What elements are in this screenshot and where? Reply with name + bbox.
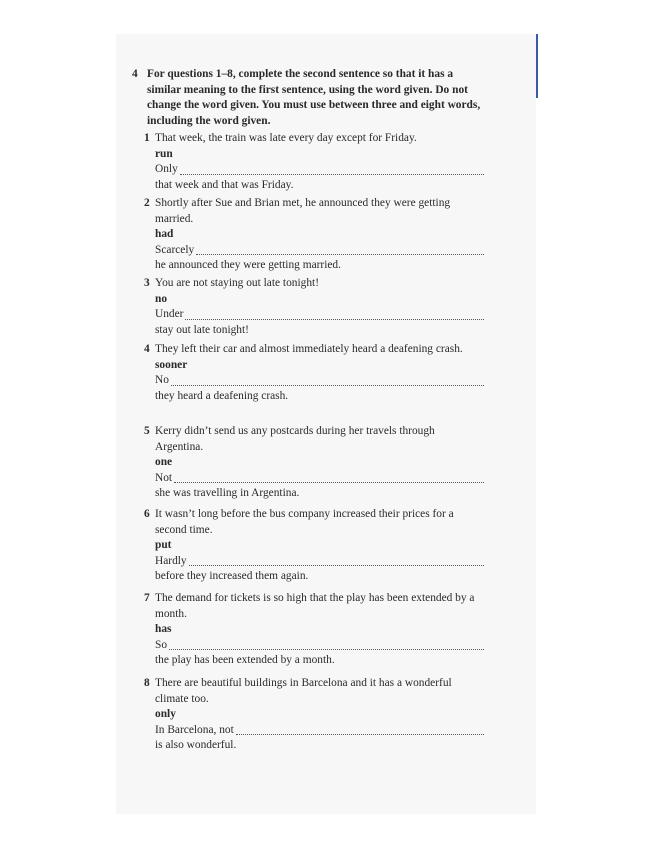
page-edge-line [536, 34, 538, 98]
answer-start: Scarcely [155, 243, 195, 256]
question-number: 7 [144, 592, 150, 604]
answer-start: No [155, 374, 169, 386]
answer-line[interactable] [155, 554, 484, 570]
key-word: had [155, 228, 174, 240]
key-word: one [155, 456, 173, 468]
question-8 [144, 676, 484, 754]
answer-line[interactable] [155, 162, 484, 178]
answer-blank[interactable] [236, 733, 484, 735]
question-2 [144, 196, 484, 274]
key-word: only [155, 708, 176, 720]
question-sentence: Kerry didn’t send us any postcards during her travels through Argentina. [155, 425, 435, 453]
answer-end: the play has been extended by a month. [155, 654, 335, 666]
answer-end: stay out late tonight! [155, 323, 249, 336]
key-word: has [155, 623, 172, 635]
question-sentence: That week, the train was late every day except for Friday. [155, 132, 417, 144]
answer-line[interactable] [155, 723, 484, 739]
answer-end: he announced they were getting married. [155, 259, 341, 271]
question-1 [144, 131, 484, 193]
key-word: no [155, 292, 168, 305]
question-3 [144, 276, 484, 338]
answer-end: they heard a deafening crash. [155, 389, 289, 402]
key-word: sooner [155, 358, 188, 371]
question-sentence: It wasn’t long before the bus company increased their prices for a second time. [155, 508, 454, 536]
answer-blank[interactable] [189, 564, 484, 566]
answer-end: she was travelling in Argentina. [155, 487, 300, 499]
exercise-instructions [132, 67, 484, 129]
question-4 [144, 342, 484, 404]
question-6 [144, 507, 484, 585]
answer-blank[interactable] [174, 481, 484, 483]
question-sentence: You are not staying out late tonight! [155, 277, 319, 289]
answer-start: In Barcelona, not [155, 723, 234, 736]
answer-blank[interactable] [196, 253, 484, 255]
answer-blank[interactable] [169, 648, 484, 650]
answer-end: that week and that was Friday. [155, 178, 294, 191]
answer-start: Not [155, 471, 173, 484]
instructions-text: For questions 1–8, complete the second sentence so that it has a similar meaning to the first sentence, using the word given. Do not change the word given. You must use between three and eight words, including the word given. [147, 68, 481, 127]
question-number: 1 [144, 132, 150, 144]
question-5 [144, 424, 484, 502]
question-number: 3 [144, 277, 150, 289]
answer-end: before they increased them again. [155, 570, 309, 582]
exercise-number: 4 [132, 68, 138, 80]
question-sentence: There are beautiful buildings in Barcelona and it has a wonderful climate too. [155, 677, 452, 705]
question-number: 8 [144, 677, 150, 689]
question-sentence: The demand for tickets is so high that the play has been extended by a month. [155, 592, 475, 620]
answer-line[interactable] [155, 243, 484, 259]
answer-blank[interactable] [171, 384, 484, 386]
answer-start: Hardly [155, 554, 187, 567]
question-number: 6 [144, 508, 150, 520]
question-sentence: Shortly after Sue and Brian met, he announced they were getting married. [155, 197, 451, 225]
answer-start: Under [155, 308, 184, 320]
question-7 [144, 591, 484, 669]
answer-start: Only [155, 163, 178, 175]
answer-line[interactable] [155, 307, 484, 323]
question-sentence: They left their car and almost immediately heard a deafening crash. [155, 343, 463, 355]
answer-blank[interactable] [185, 318, 484, 320]
answer-end: is also wonderful. [155, 739, 237, 751]
answer-line[interactable] [155, 373, 484, 389]
answer-blank[interactable] [180, 173, 484, 175]
question-number: 2 [144, 197, 150, 209]
question-number: 4 [144, 343, 150, 355]
answer-start: So [155, 638, 168, 651]
question-number: 5 [144, 425, 150, 437]
key-word: put [155, 539, 172, 551]
answer-line[interactable] [155, 471, 484, 487]
answer-line[interactable] [155, 638, 484, 654]
key-word: run [155, 147, 173, 160]
